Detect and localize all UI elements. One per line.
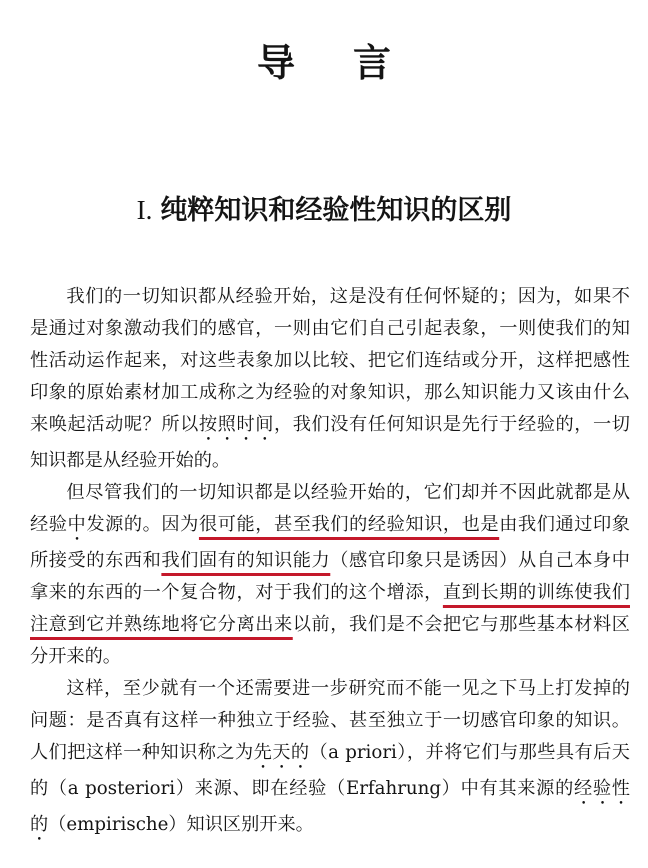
paragraph-text: 发源的。因为: [86, 514, 199, 535]
red-underlined-text: 直到长期的训练使我们注意到它并熟练地将它分离出来: [30, 582, 630, 635]
paragraph-text: （empirische）知识区别开来。: [48, 814, 314, 835]
paragraph-text: （a priori），并将它们与那些具有后天的（a posteriori）来源、即在经验（Erfahrung）中有其来源的: [30, 742, 630, 799]
section-number: I.: [136, 195, 153, 225]
red-underlined-text: 很可能，甚至我们的经验知识，也是: [198, 514, 500, 535]
paragraph-text: 但尽管我们的一切知识都是以经验开始的，它们却并不因此就都是从经验: [30, 482, 630, 535]
paragraph-text: 这样，至少就有一个还需要进一步研究而不能一见之下马上打发掉的问题：是否真有这样一种独立于经验、甚至独立于一切感官印象的知识。人们把这样一种知识称之为: [30, 678, 630, 763]
emphasis-dotted-text: 中: [67, 514, 87, 535]
paragraph-text: 以前，我们是不会把它与那些基本材料区分开来的。: [30, 614, 630, 667]
paragraph-2: [30, 477, 630, 673]
red-underlined-text: 我们固有的知识能力: [161, 550, 331, 571]
paragraph-3: [30, 673, 630, 845]
paragraph-text: 我们的一切知识都从经验开始，这是没有任何怀疑的；因为，如果不是通过对象激动我们的感官，一则由它们自己引起表象，一则使我们的知性活动运作起来，对这些表象加以比较、把它们连结或分开，这样把感性印象的原始素材加工成称之为经验的对象知识，那么知识能力又该由什么来唤起活动呢？所以: [30, 286, 630, 435]
body-text: [30, 281, 630, 845]
chapter-title: 导言: [256, 41, 449, 85]
emphasis-dotted-text: 按照时间: [198, 414, 274, 435]
paragraph-text: （感官印象只是诱因）从自己本身中拿来的东西的一个复合物，对于我们的这个增添，: [30, 550, 630, 603]
paragraph-1: [30, 281, 630, 477]
section-title-text: 纯粹知识和经验性知识的区别: [160, 195, 512, 226]
section-heading: [0, 190, 648, 231]
emphasis-dotted-text: 先天的: [253, 742, 310, 763]
emphasis-dotted-text: 经验性的: [30, 778, 630, 835]
paragraph-text: ，我们没有任何知识是先行于经验的，一切知识都是从经验开始的。: [30, 414, 630, 471]
paragraph-text: 由我们通过印象所接受的东西和: [30, 514, 630, 571]
